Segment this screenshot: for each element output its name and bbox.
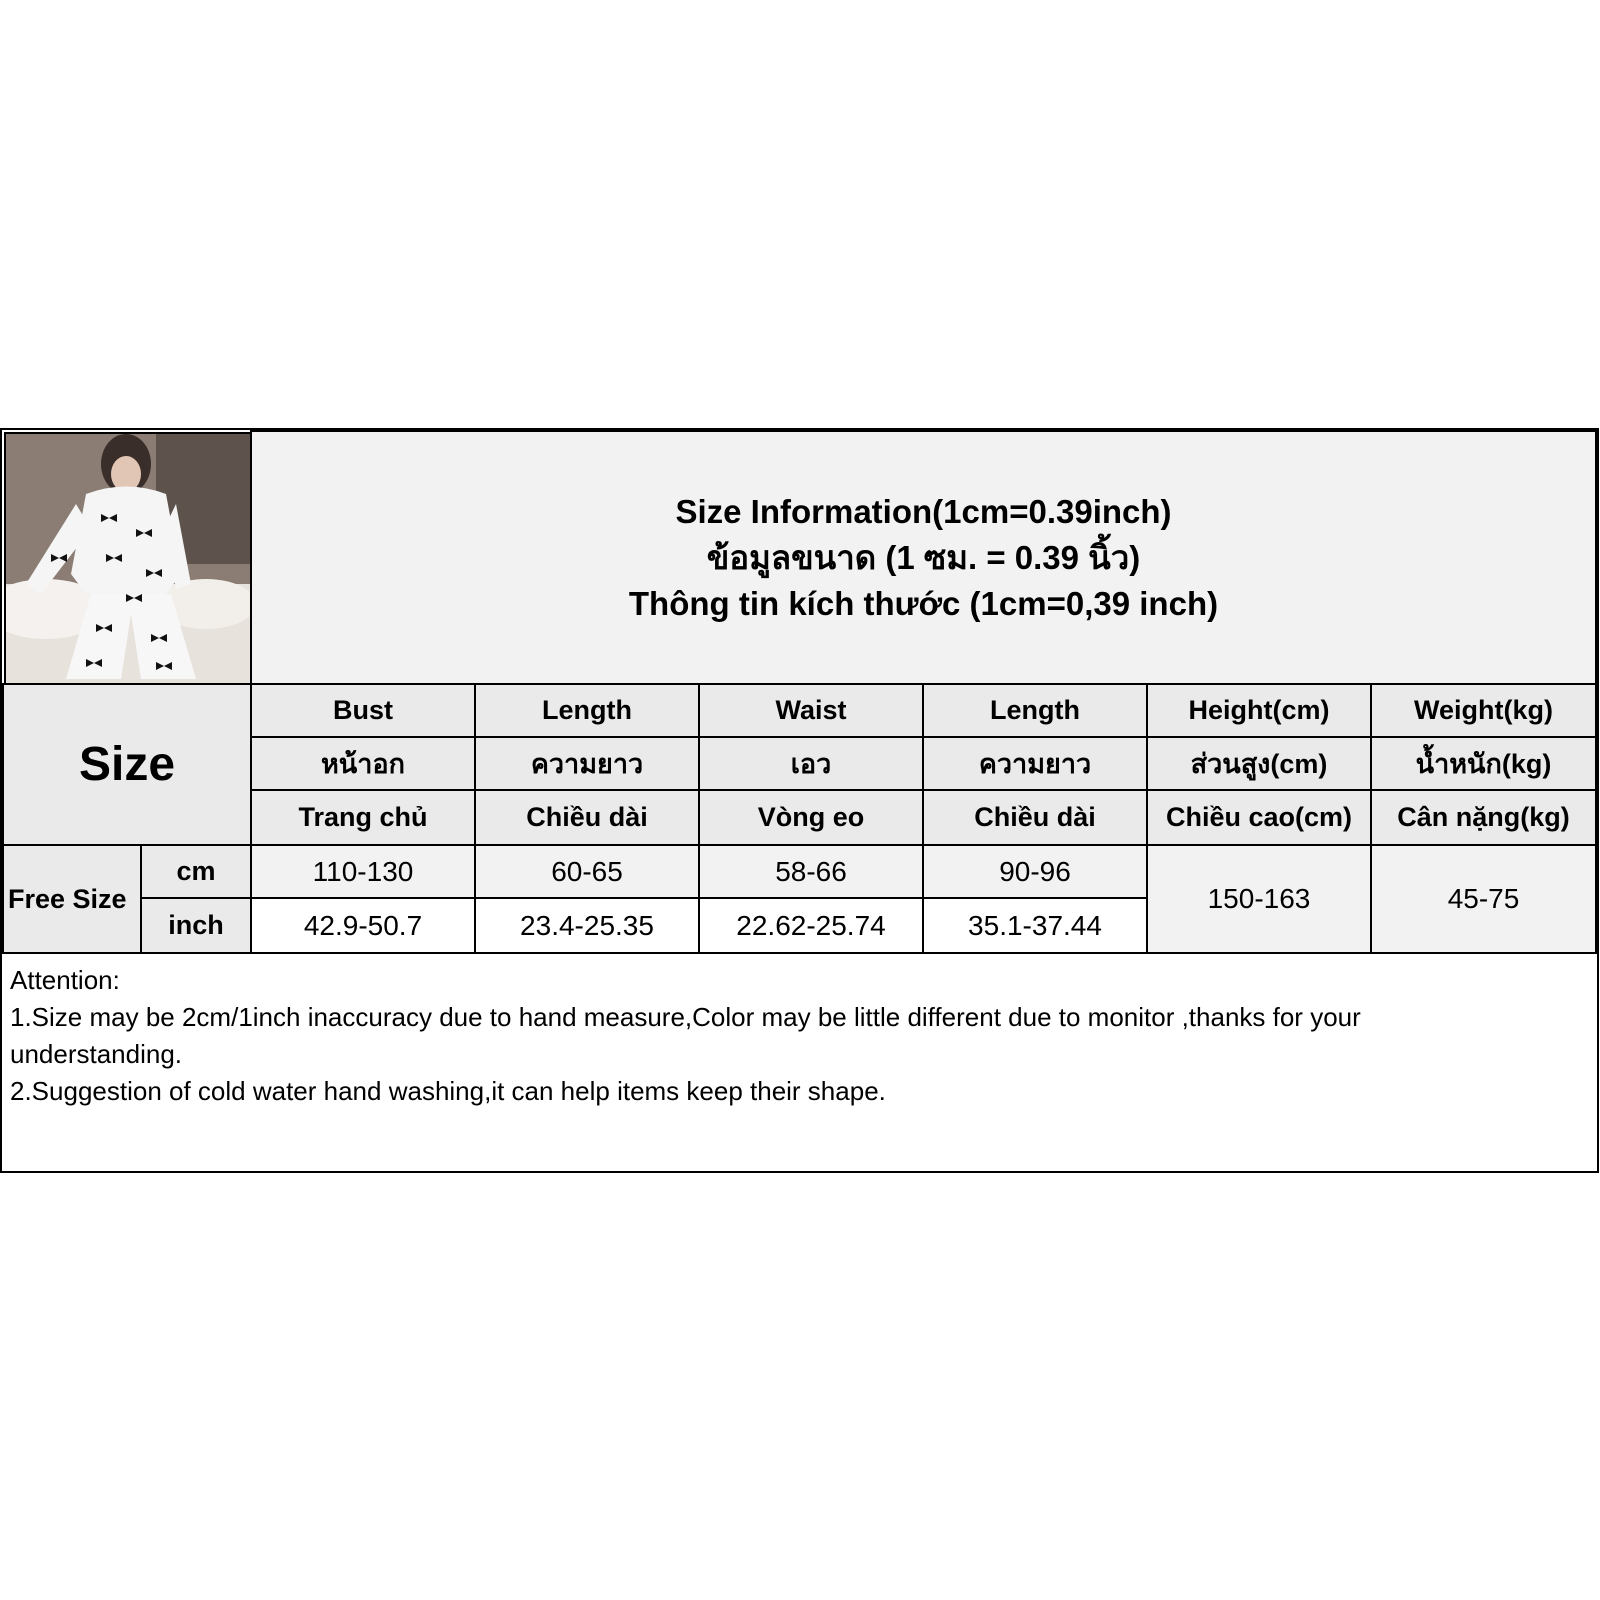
length-cm-value: 60-65 [474, 844, 700, 899]
col-length-en: Length [474, 683, 700, 738]
attention-notes [4, 958, 1596, 1114]
col-waist-en: Waist [698, 683, 924, 738]
title-vietnamese: Thông tin kích thước (1cm=0,39 inch) [628, 584, 1219, 622]
size-heading: Size [2, 683, 252, 846]
col-waist-th: เอว [698, 736, 924, 791]
col-bust-th: หน้าอก [250, 736, 476, 791]
col-weight-th: น้ำหนัก(kg) [1370, 736, 1597, 791]
col-weight-vi: Cân nặng(kg) [1370, 789, 1597, 846]
col-length-th: ความยาว [474, 736, 700, 791]
col-pants-length-th: ความยาว [922, 736, 1148, 791]
title-english: Size Information(1cm=0.39inch) [675, 492, 1172, 530]
col-length-vi: Chiều dài [474, 789, 700, 846]
note-2: 2.Suggestion of cold water hand washing,it can help items keep their shape. [10, 1076, 886, 1106]
col-pants-length-vi: Chiều dài [922, 789, 1148, 846]
col-height-th: ส่วนสูง(cm) [1146, 736, 1372, 791]
col-bust-vi: Trang chủ [250, 789, 476, 846]
col-weight-en: Weight(kg) [1370, 683, 1597, 738]
length-inch-value: 23.4-25.35 [474, 897, 700, 954]
free-size-label: Free Size [2, 844, 142, 954]
bust-inch-value: 42.9-50.7 [250, 897, 476, 954]
waist-inch-value: 22.62-25.74 [698, 897, 924, 954]
note-1: 1.Size may be 2cm/1inch inaccuracy due to hand measure,Color may be little different due to monitor ,thanks for your [10, 1002, 1361, 1032]
height-value: 150-163 [1146, 844, 1372, 954]
waist-cm-value: 58-66 [698, 844, 924, 899]
unit-inch: inch [140, 897, 252, 954]
unit-cm: cm [140, 844, 252, 899]
attention-heading: Attention: [10, 965, 120, 995]
size-chart [0, 428, 1599, 1173]
col-height-vi: Chiều cao(cm) [1146, 789, 1372, 846]
product-photo [4, 432, 252, 685]
weight-value: 45-75 [1370, 844, 1597, 954]
col-height-en: Height(cm) [1146, 683, 1372, 738]
pants-length-cm-value: 90-96 [922, 844, 1148, 899]
title-thai: ข้อมูลขนาด (1 ซม. = 0.39 นิ้ว) [706, 538, 1141, 576]
pajama-model-illustration [6, 434, 250, 683]
pants-length-inch-value: 35.1-37.44 [922, 897, 1148, 954]
col-waist-vi: Vòng eo [698, 789, 924, 846]
col-pants-length-en: Length [922, 683, 1148, 738]
bust-cm-value: 110-130 [250, 844, 476, 899]
note-1-continued: understanding. [10, 1039, 183, 1069]
size-info-title [250, 430, 1597, 685]
col-bust-en: Bust [250, 683, 476, 738]
